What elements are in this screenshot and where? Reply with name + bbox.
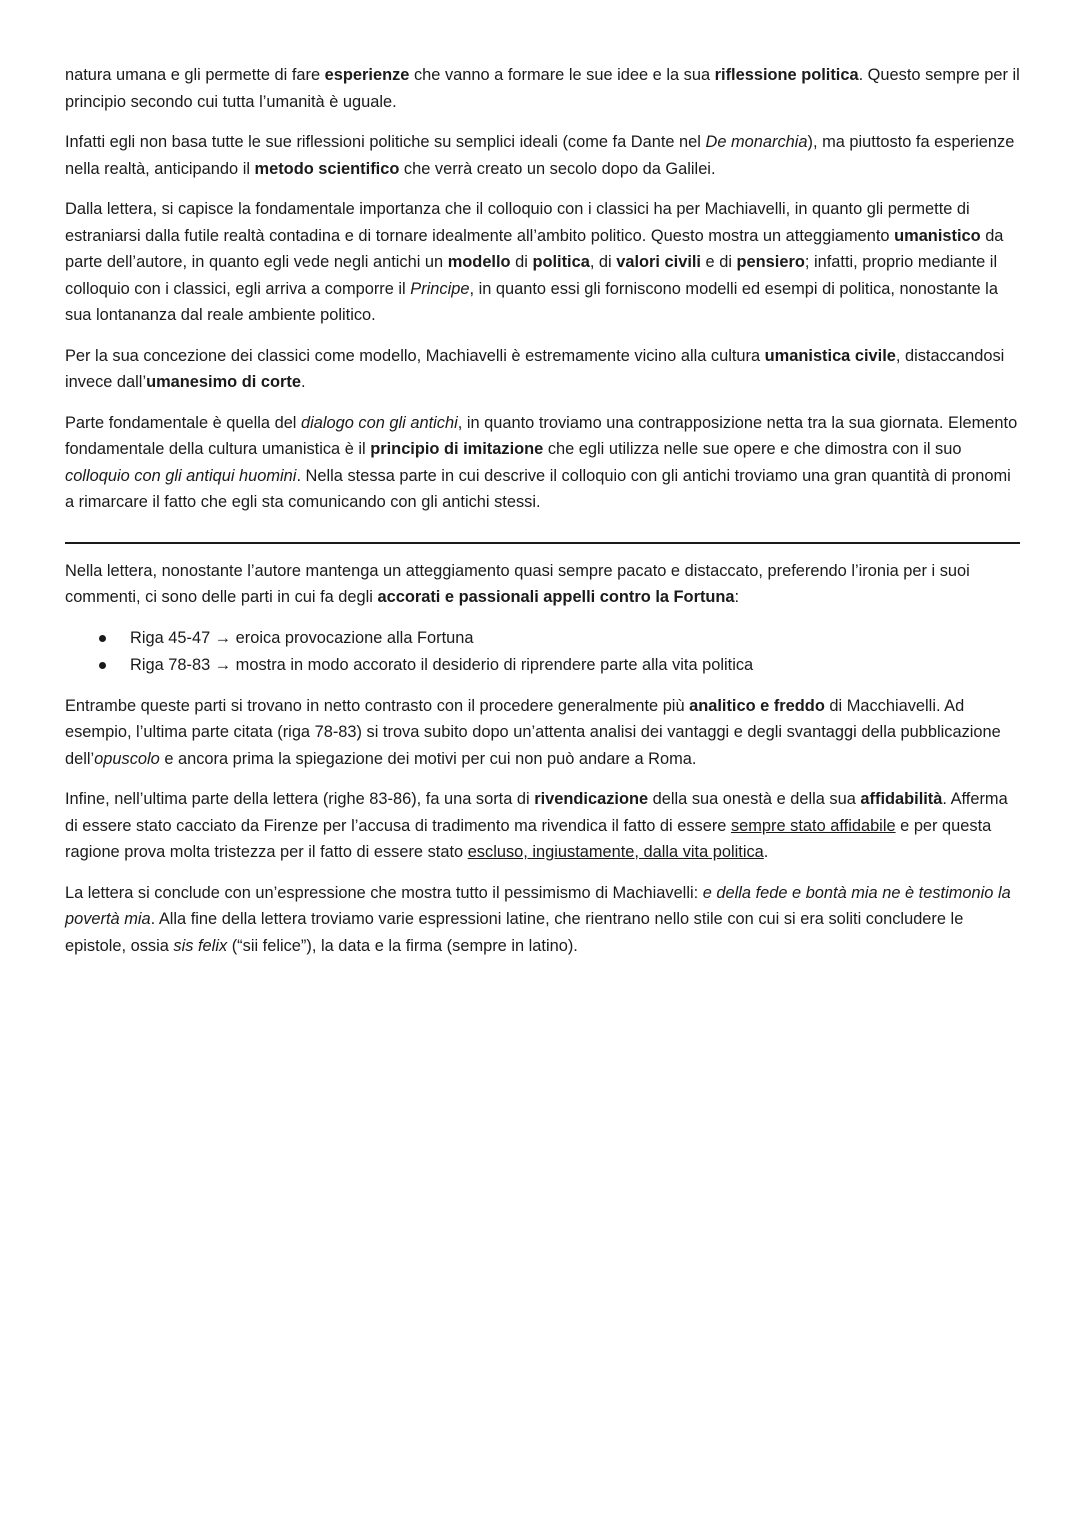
bold-text: umanesimo di corte — [146, 373, 301, 391]
paragraph — [65, 62, 1020, 115]
paragraph — [65, 129, 1020, 182]
text-run: ; infatti, proprio mediante il colloquio con i classici, egli arriva a comporre il — [65, 253, 998, 298]
text-run: . Alla fine della lettera troviamo varie espressioni latine, che rientrano nello stile con cui si era soliti concludere le epistole, ossia — [65, 910, 964, 955]
bold-text: accorati e passionali appelli contro la Fortuna — [377, 588, 735, 606]
underlined-text: sempre stato affidabile — [730, 816, 896, 835]
text-run: di Macchiavelli. Ad esempio, l’ultima parte citata (riga 78-83) si trova subito dopo un’attenta analisi dei vantaggi e degli svantaggi della pubblicazione dell’ — [65, 696, 1001, 768]
bullet-text: Riga 78-83 → mostra in modo accorato il desiderio di riprendere parte alla vita politica — [130, 655, 754, 674]
paragraph — [65, 196, 1020, 329]
italic-text: De monarchia — [705, 133, 808, 151]
bottom-section — [65, 693, 1020, 960]
bold-text: riflessione politica — [714, 66, 859, 84]
text-run: La lettera si conclude con un’espressione che mostra tutto il pessimismo di Machiavelli: — [65, 883, 703, 902]
text-run: della sua onestà e della sua — [648, 790, 861, 808]
paragraph — [65, 558, 1020, 611]
text-run: natura umana e gli permette di fare — [65, 66, 325, 84]
bold-text: esperienze — [324, 66, 410, 84]
text-run: da parte dell’autore, in quanto egli vede negli antichi un — [65, 226, 1004, 271]
text-run: che verrà creato un secolo dopo da Galilei. — [399, 159, 716, 178]
italic-text: dialogo con gli antichi — [301, 413, 458, 432]
bullet-item — [65, 625, 1020, 652]
text-run: ), ma piuttosto fa esperienze nella realtà, anticipando il — [65, 133, 1015, 178]
bold-text: rivendicazione — [534, 790, 649, 808]
text-run: . — [300, 373, 306, 391]
text-run: Per la sua concezione dei classici come modello, Machiavelli è estremamente vicino alla cultura — [65, 346, 765, 365]
text-run: , in quanto essi gli forniscono modelli ed esempi di politica, nonostante la sua lontananza dal reale ambiente politico. — [65, 279, 998, 324]
bold-text: valori civili — [616, 253, 701, 271]
bullet-dot-icon — [99, 662, 106, 669]
text-run: Infatti egli non basa tutte le sue riflessioni politiche su semplici ideali (come fa Dante nel — [65, 133, 706, 151]
text-run: che egli utilizza nelle sue opere e che dimostra con il suo — [543, 440, 962, 458]
text-run: . Nella stessa parte in cui descrive il colloquio con gli antichi troviamo una gran quantità di pronomi a rimarcare il fatto che egli sta comunicando con gli antichi stessi. — [65, 466, 1011, 511]
text-run: Entrambe queste parti si trovano in netto contrasto con il procedere generalmente più — [65, 696, 690, 715]
text-run: Infine, nell’ultima parte della lettera (righe 83-86), fa una sorta di — [65, 790, 535, 808]
bold-text: umanistica civile — [764, 346, 896, 365]
text-run: e di — [700, 253, 737, 271]
bullet-list — [65, 625, 1020, 679]
text-run: , di — [589, 253, 617, 271]
bullet-dot-icon — [99, 635, 106, 642]
bullet-text: Riga 45-47 → eroica provocazione alla Fortuna — [130, 628, 474, 647]
italic-text: e della fede e bontà mia ne è testimonio la povertà mia — [65, 883, 1011, 928]
italic-text: colloquio con gli antiqui huomini — [65, 466, 297, 485]
bold-text: umanistico — [894, 226, 981, 245]
text-run: , in quanto troviamo una contrapposizione netta tra la sua giornata. Elemento fondamentale della cultura umanistica è il — [65, 413, 1018, 458]
text-run: che vanno a formare le sue idee e la sua — [409, 66, 715, 84]
text-run: . Questo sempre per il principio secondo cui tutta l’umanità è uguale. — [65, 66, 1020, 111]
text-run: . — [763, 843, 769, 861]
paragraph — [65, 786, 1020, 866]
bold-text: pensiero — [736, 253, 805, 271]
top-section — [65, 62, 1020, 516]
bold-text: metodo scientifico — [254, 159, 400, 178]
bold-text: politica — [532, 253, 590, 271]
text-run: di — [510, 253, 533, 271]
bold-text: principio di imitazione — [370, 440, 544, 458]
bullet-item — [65, 652, 1020, 679]
text-run: (“sii felice”), la data e la firma (sempre in latino). — [227, 936, 578, 955]
bold-text: modello — [447, 253, 511, 271]
italic-text: Principe — [410, 279, 470, 298]
paragraph — [65, 880, 1020, 960]
text-run: e per questa ragione prova molta tristezza per il fatto di essere stato — [65, 816, 992, 861]
document-page — [65, 62, 1020, 973]
paragraph — [65, 693, 1020, 773]
section-divider — [65, 542, 1020, 544]
bold-text: affidabilità — [860, 790, 943, 808]
text-run: , distaccandosi invece dall’ — [65, 346, 1005, 391]
text-run: : — [734, 588, 740, 606]
text-run: Dalla lettera, si capisce la fondamentale importanza che il colloquio con i classici ha per Machiavelli, in quanto gli permette di estraniarsi dalla futile realtà contadina e di tornare idealmente all’ambito politico. Questo mostra un atteggiamento — [65, 200, 970, 245]
italic-text: sis felix — [173, 936, 228, 955]
text-run: Nella lettera, nonostante l’autore mantenga un atteggiamento quasi sempre pacato e distaccato, preferendo l’ironia per i suoi commenti, ci sono delle parti in cui fa degli — [65, 561, 970, 606]
text-run: e ancora prima la spiegazione dei motivi per cui non può andare a Roma. — [159, 749, 697, 768]
intro-section — [65, 558, 1020, 611]
paragraph — [65, 410, 1020, 516]
text-run: Parte fondamentale è quella del — [65, 413, 302, 432]
italic-text: opuscolo — [94, 749, 160, 768]
bold-text: analitico e freddo — [689, 696, 825, 715]
paragraph — [65, 343, 1020, 396]
underlined-text: escluso, ingiustamente, dalla vita politica — [467, 843, 764, 861]
text-run: . Afferma di essere stato cacciato da Firenze per l’accusa di tradimento ma rivendica il fatto di essere — [65, 790, 1008, 835]
